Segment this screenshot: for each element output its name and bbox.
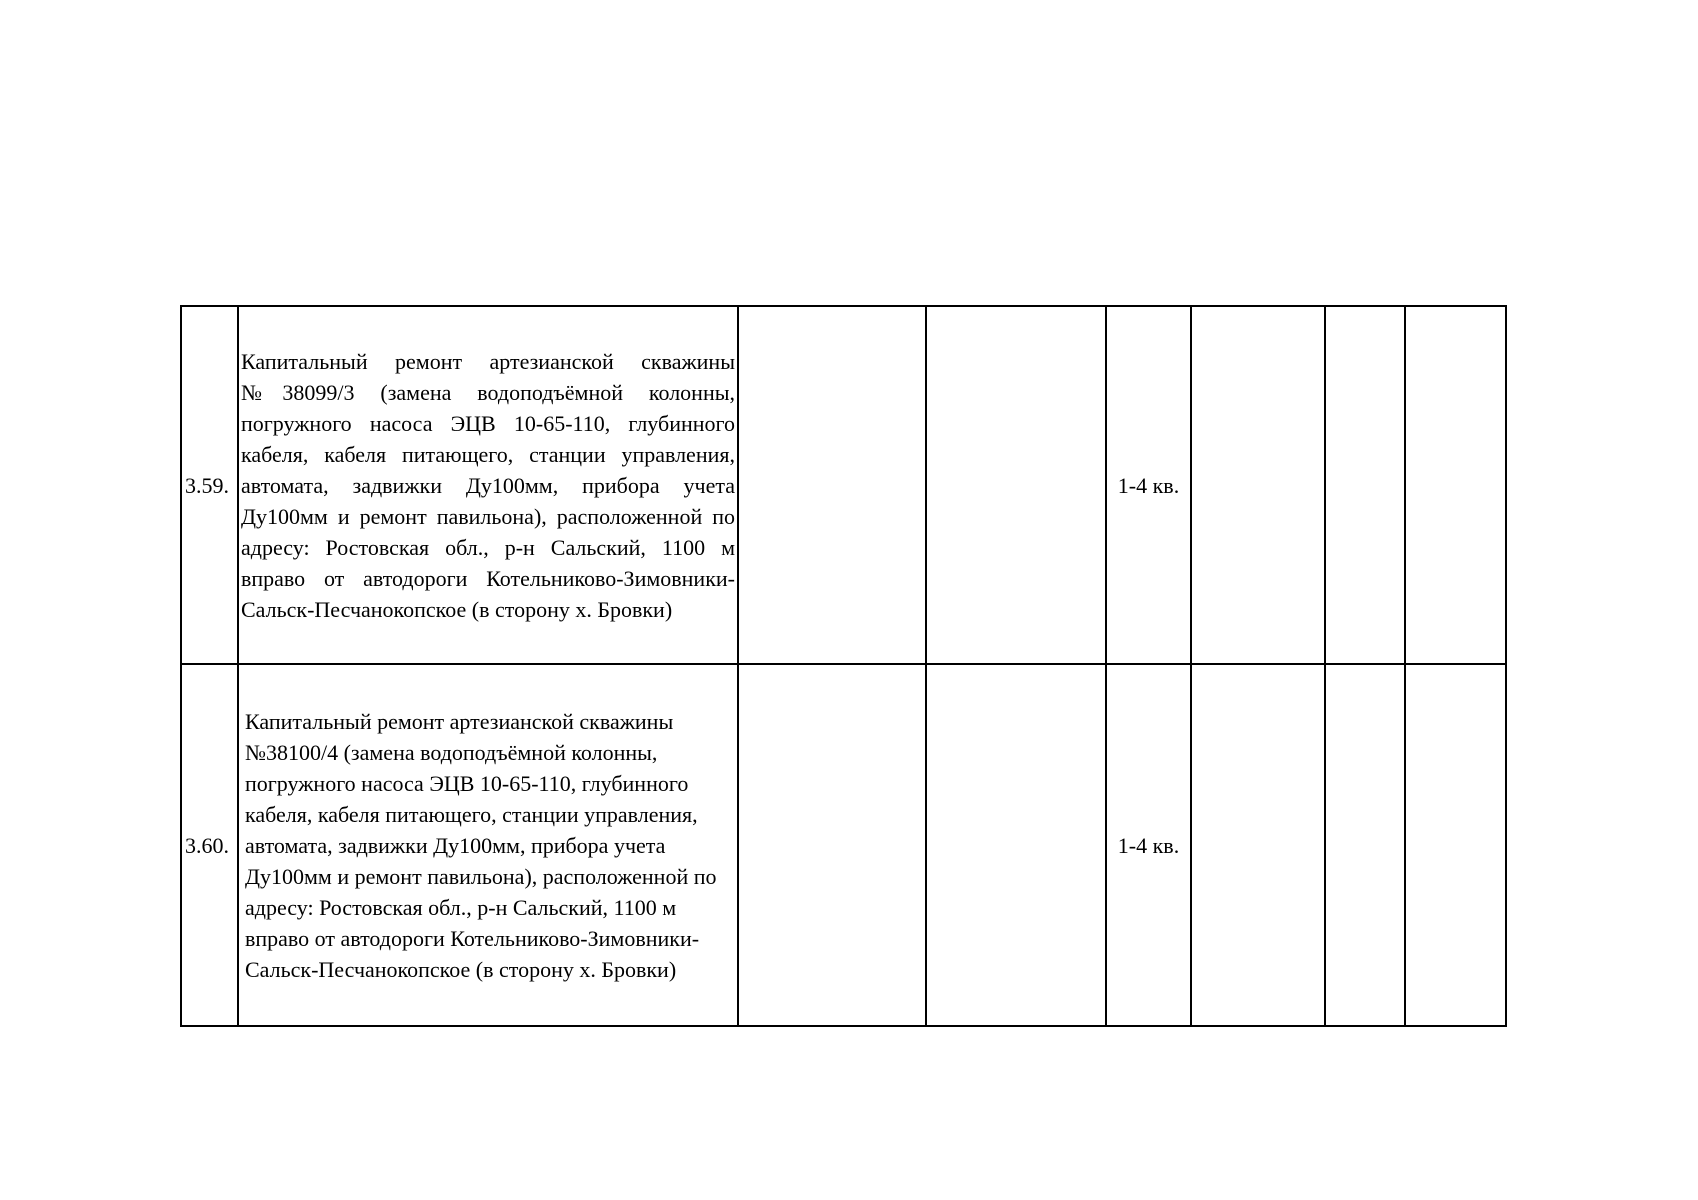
empty-cell — [738, 306, 926, 664]
table-row — [181, 664, 1506, 1026]
work-description: Капитальный ремонт артезианской скважины №38099/3 (замена водоподъёмной колонны, погружного насоса ЭЦВ 10-65-110, глубинного кабеля, кабеля питающего, станции управления, автомата, задвижки Ду100мм, прибора учета Ду100мм и ремонт павильона), расположенной по адресу: Ростовская обл., р-н Сальский, 1100 м вправо от автодороги Котельниково-Зимовники-Сальск-Песчанокопское (в сторону х. Бровки) — [241, 348, 735, 622]
period-cell: 1-4 кв. — [1106, 306, 1191, 664]
row-number: 3.59. — [181, 306, 238, 664]
empty-cell — [1325, 664, 1405, 1026]
empty-cell — [926, 664, 1106, 1026]
table-row — [181, 306, 1506, 664]
empty-cell — [738, 664, 926, 1026]
period-cell: 1-4 кв. — [1106, 664, 1191, 1026]
row-number: 3.60. — [181, 664, 238, 1026]
empty-cell — [1191, 664, 1325, 1026]
works-table — [180, 305, 1507, 1027]
work-description-cell — [238, 664, 738, 1026]
empty-cell — [926, 306, 1106, 664]
empty-cell — [1405, 664, 1506, 1026]
empty-cell — [1191, 306, 1325, 664]
work-description: Капитальный ремонт артезианской скважины №38100/4 (замена водоподъёмной колонны, погружного насоса ЭЦВ 10-65-110, глубинного кабеля, кабеля питающего, станции управления, автомата, задвижки Ду100мм, прибора учета Ду100мм и ремонт павильона), расположенной по адресу: Ростовская обл., р-н Сальский, 1100 м вправо от автодороги Котельниково-Зимовники-Сальск-Песчанокопское (в сторону х. Бровки) — [245, 708, 717, 982]
work-description-cell — [238, 306, 738, 664]
empty-cell — [1325, 306, 1405, 664]
empty-cell — [1405, 306, 1506, 664]
